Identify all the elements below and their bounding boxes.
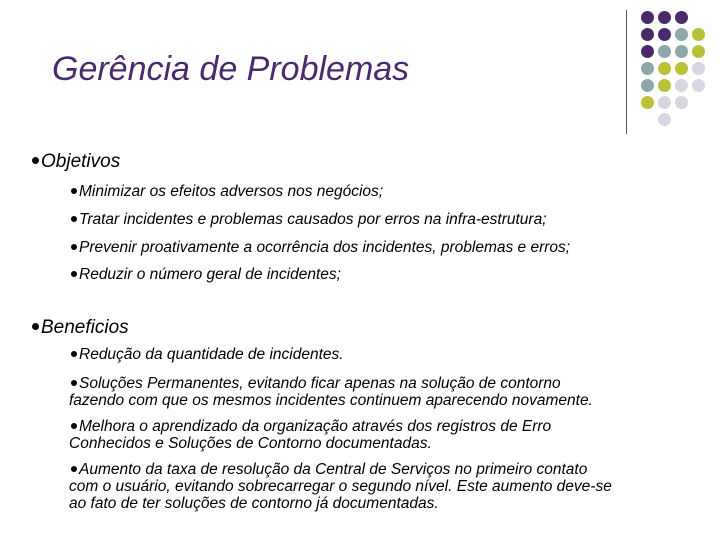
bullet-icon: [71, 380, 77, 386]
dot: [641, 28, 654, 41]
dot: [675, 79, 688, 92]
dot: [641, 79, 654, 92]
dot: [658, 113, 671, 126]
bullet-icon: [71, 216, 77, 222]
dot: [692, 45, 705, 58]
dot: [692, 79, 705, 92]
list-item: Reduzir o número geral de incidentes;: [71, 266, 341, 283]
list-item: Minimizar os efeitos adversos nos negócios;: [71, 183, 383, 200]
dot: [658, 11, 671, 24]
dot: [675, 28, 688, 41]
bullet-icon: [71, 271, 77, 277]
list-item: Prevenir proativamente a ocorrência dos incidentes, problemas e erros;: [71, 239, 570, 256]
bullet-icon: [71, 351, 77, 357]
list-item: Tratar incidentes e problemas causados por erros na infra-estrutura;: [71, 211, 547, 228]
bullet-icon: [71, 244, 77, 250]
bullet-icon: [32, 157, 39, 164]
dot: [641, 11, 654, 24]
dot: [658, 96, 671, 109]
list-item: Soluções Permanentes, evitando ficar apenas na solução de contorno fazendo com que os mesmos incidentes continuem aparecendo novamente.: [69, 375, 593, 409]
section-objetivos: [32, 151, 120, 173]
dot: [675, 96, 688, 109]
section-label: Beneficios: [41, 317, 129, 338]
decorative-dot-grid: [0, 0, 720, 140]
section-beneficios: [32, 317, 129, 339]
bullet-icon: [32, 323, 39, 330]
list-item: Melhora o aprendizado da organização através dos registros de Erro Conhecidos e Soluções de Contorno documentadas.: [69, 418, 552, 452]
bullet-icon: [71, 423, 77, 429]
bullet-icon: [71, 466, 77, 472]
list-item: Redução da quantidade de incidentes.: [71, 346, 344, 363]
dot: [641, 96, 654, 109]
dot: [675, 45, 688, 58]
dot: [658, 45, 671, 58]
dot: [641, 62, 654, 75]
dot: [675, 62, 688, 75]
list-item: Aumento da taxa de resolução da Central de Serviços no primeiro contato com o usuário, evitando sobrecarregar o segundo nível. Este aumento deve-se ao fato de ter soluções de contorno já documentadas.: [69, 461, 612, 512]
dot: [658, 62, 671, 75]
dot: [658, 79, 671, 92]
dot: [675, 11, 688, 24]
dot: [692, 28, 705, 41]
section-label: Objetivos: [41, 151, 121, 172]
dot: [658, 28, 671, 41]
dot: [692, 62, 705, 75]
dot: [641, 45, 654, 58]
slide-title: Gerência de Problemas: [52, 50, 410, 88]
bullet-icon: [71, 188, 77, 194]
